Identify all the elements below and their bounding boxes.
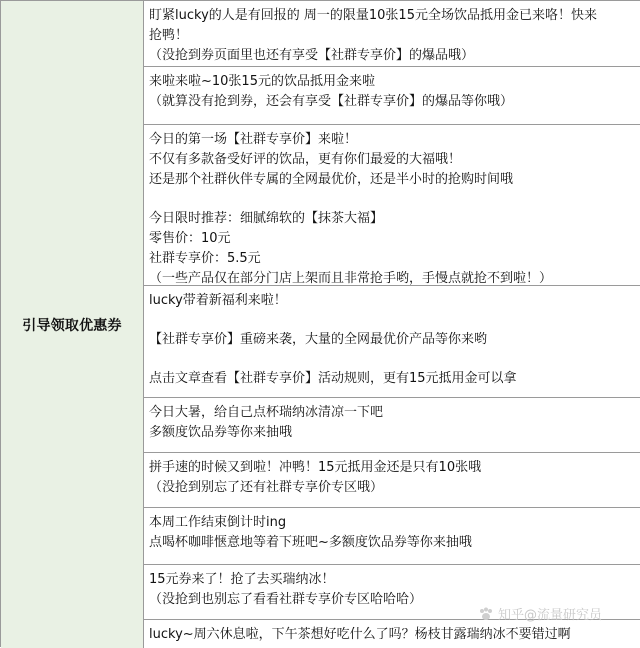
message-cell: [144, 453, 640, 508]
blank-line: [149, 350, 635, 369]
message-line: 拼手速的时候又到啦！冲鸭！15元抵用金还是只有10张哦: [149, 460, 482, 475]
category-label: 引导领取优惠券: [22, 317, 122, 334]
message-line: （没抢到别忘了还有社群专享价专区哦）: [149, 480, 384, 495]
message-cell: [144, 67, 640, 125]
blank-line: [149, 190, 635, 209]
message-line: （就算没有抢到券，还会有享受【社群专享价】的爆品等你哦）: [149, 94, 514, 109]
message-cell: [144, 620, 640, 648]
message-line: 点喝杯咖啡惬意地等着下班吧~多额度饮品券等你来抽哦: [149, 535, 472, 550]
message-line: 【社群专享价】重磅来袭，大量的全网最优价产品等你来哟: [149, 332, 488, 347]
message-line: 今日的第一场【社群专享价】来啦！: [149, 132, 358, 147]
message-line: lucky~周六休息啦，下午茶想好吃什么了吗？杨枝甘露瑞纳冰不要错过啊: [149, 627, 571, 642]
message-line: 多额度饮品券等你来抽哦: [149, 425, 293, 440]
message-line: 本周工作结束倒计时ing: [149, 515, 287, 530]
message-line: 盯紧lucky的人是有回报的 周一的限量10张15元全场饮品抵用金已来咯！快来: [149, 8, 597, 23]
message-line: （一些产品仅在部分门店上架而且非常抢手哟，手慢点就抢不到啦！）: [149, 271, 553, 286]
message-line: 抢鸭！: [149, 28, 189, 43]
blank-line: [149, 311, 635, 330]
message-line: 零售价：10元: [149, 231, 231, 246]
watermark-text: 知乎@流量研究员: [498, 608, 603, 623]
message-column: [144, 1, 640, 648]
message-line: （没抢到也别忘了看看社群专享价专区哈哈哈）: [149, 592, 423, 607]
message-cell: [144, 286, 640, 398]
message-line: 点击文章查看【社群专享价】活动规则，更有15元抵用金可以拿: [149, 371, 517, 386]
message-cell: [144, 125, 640, 286]
message-line: 15元券来了！抢了去买瑞纳冰！: [149, 572, 335, 587]
message-cell: [144, 1, 640, 67]
message-line: 不仅有多款备受好评的饮品，更有你们最爱的大福哦！: [149, 152, 462, 167]
message-line: 今日限时推荐：细腻绵软的【抹茶大福】: [149, 211, 384, 226]
category-cell: [1, 1, 144, 648]
message-line: 还是那个社群伙伴专属的全网最优价，还是半小时的抢购时间哦: [149, 172, 514, 187]
message-line: 今日大暑，给自己点杯瑞纳冰清凉一下吧: [149, 405, 384, 420]
message-cell: [144, 508, 640, 565]
message-line: 来啦来啦~10张15元的饮品抵用金来啦: [149, 74, 375, 89]
message-line: lucky带着新福利来啦！: [149, 293, 287, 308]
message-cell: [144, 565, 640, 620]
message-cell: [144, 398, 640, 453]
message-line: （没抢到券页面里也还有享受【社群专享价】的爆品哦）: [149, 48, 475, 63]
message-line: 社群专享价：5.5元: [149, 251, 261, 266]
